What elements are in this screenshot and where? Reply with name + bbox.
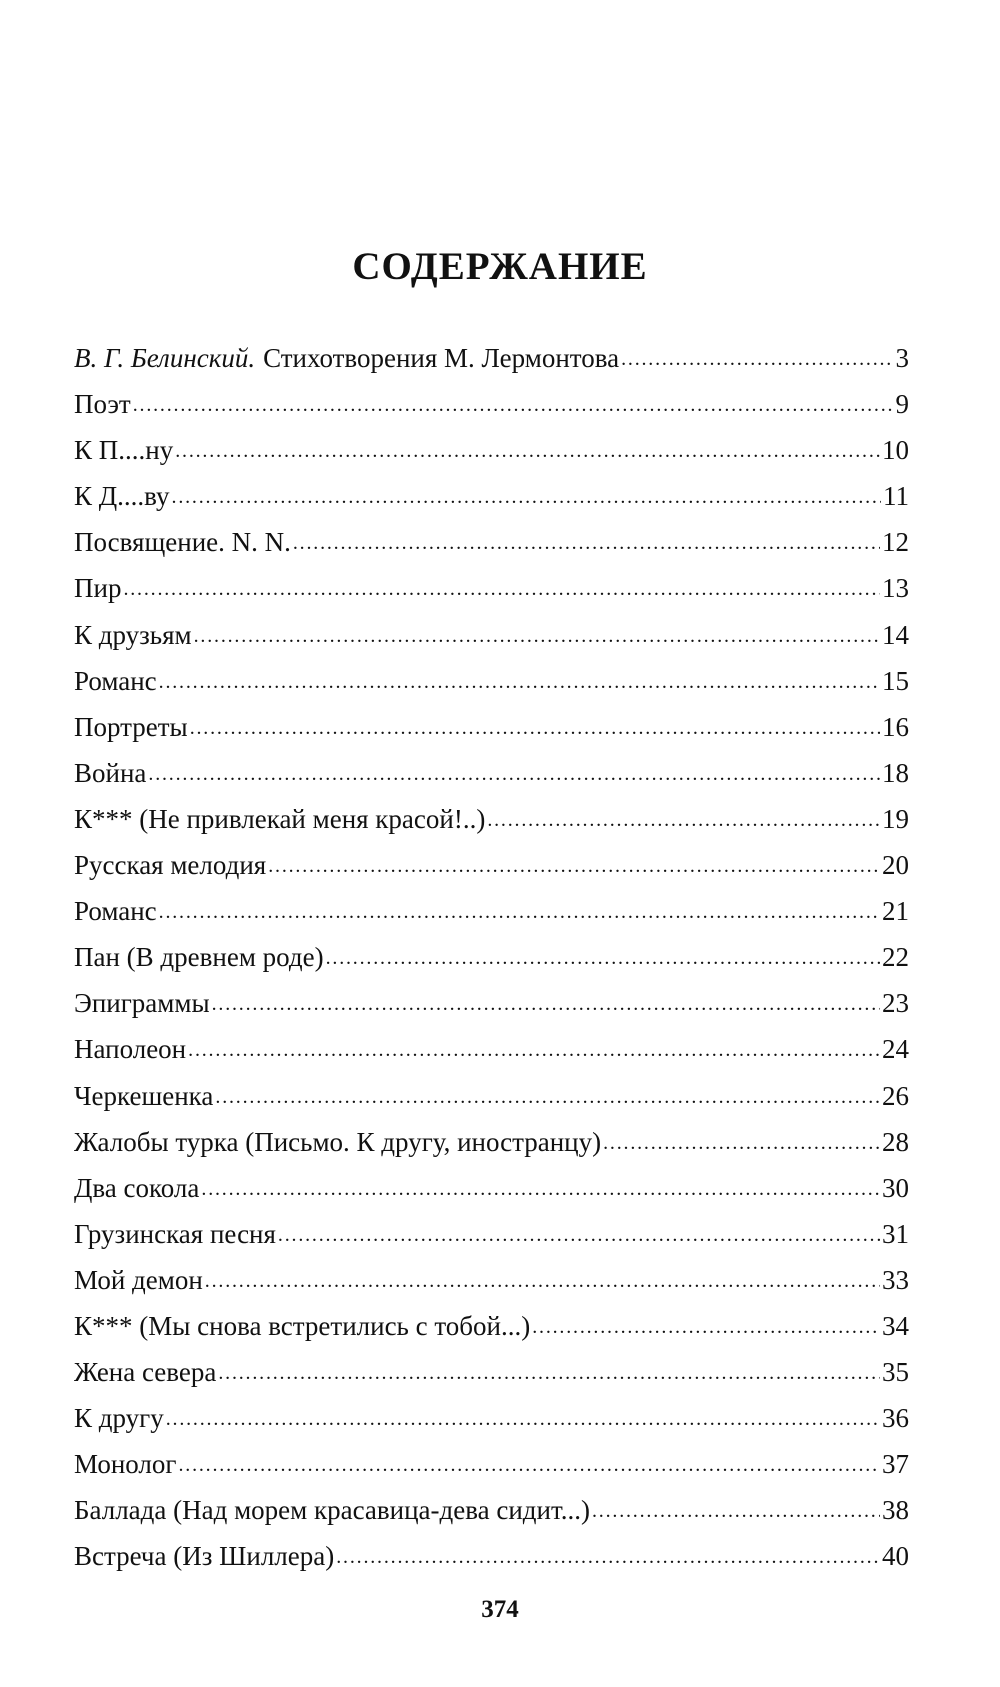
toc-entry xyxy=(74,796,909,842)
toc-entry xyxy=(74,1487,909,1533)
dot-leader xyxy=(188,1024,880,1073)
toc-entry-title: Пан (В древнем роде) xyxy=(74,942,324,973)
toc-entry-title: Русская мелодия xyxy=(74,850,267,881)
toc-entry xyxy=(74,519,909,565)
toc-entry xyxy=(74,427,909,473)
toc-entry xyxy=(74,1165,909,1211)
toc-entry-title: К друзьям xyxy=(74,619,192,650)
dot-leader xyxy=(175,425,880,474)
dot-leader xyxy=(278,1209,880,1258)
dot-leader xyxy=(212,978,880,1027)
dot-leader xyxy=(159,886,880,935)
dot-leader xyxy=(159,656,880,705)
toc-entry-title: Стихотворения М. Лермонтова xyxy=(263,343,620,373)
toc-entry-page: 22 xyxy=(882,942,909,973)
toc-entry-title: Мой демон xyxy=(74,1264,203,1295)
toc-entry-title: Война xyxy=(74,757,147,788)
toc-entry-title: Пир xyxy=(74,573,122,604)
toc-entry-title: Посвящение. N. N. xyxy=(74,527,291,558)
dot-leader xyxy=(190,702,880,751)
dot-leader xyxy=(487,794,880,843)
toc-entry xyxy=(74,842,909,888)
dot-leader xyxy=(178,1439,880,1488)
toc-entry xyxy=(74,335,909,381)
dot-leader xyxy=(592,1485,880,1534)
toc-entry xyxy=(74,1303,909,1349)
toc-entry-page: 20 xyxy=(882,850,909,881)
dot-leader xyxy=(201,1163,880,1212)
toc-entry-page: 24 xyxy=(882,1034,909,1065)
toc-entry-page: 10 xyxy=(882,435,909,466)
toc-entry-page: 23 xyxy=(882,988,909,1019)
toc-entry xyxy=(74,1211,909,1257)
toc-entry-title: К Д....ву xyxy=(74,481,170,512)
toc-entry-page: 38 xyxy=(882,1495,909,1526)
toc-entry xyxy=(74,565,909,611)
toc-entry-title: К*** (Мы снова встретились с тобой...) xyxy=(74,1310,531,1341)
dot-leader xyxy=(172,471,881,520)
toc-entry xyxy=(74,704,909,750)
toc-entry-title: Эпиграммы xyxy=(74,988,210,1019)
toc-entry xyxy=(74,1533,909,1579)
toc-entry xyxy=(74,1349,909,1395)
toc-entry-page: 13 xyxy=(882,573,909,604)
dot-leader xyxy=(215,1071,880,1120)
toc-entry xyxy=(74,980,909,1026)
toc-entry-page: 28 xyxy=(882,1126,909,1157)
toc-entry-page: 35 xyxy=(882,1357,909,1388)
toc-entry-title: К*** (Не привлекай меня красой!..) xyxy=(74,803,486,834)
dot-leader xyxy=(205,1255,880,1304)
toc-entry-page: 9 xyxy=(895,389,909,420)
dot-leader xyxy=(603,1117,880,1166)
toc-entry-page: 11 xyxy=(883,481,909,512)
toc-entry-title: Портреты xyxy=(74,711,188,742)
toc-entry-title: Монолог xyxy=(74,1449,177,1480)
table-of-contents xyxy=(74,335,909,1580)
dot-leader xyxy=(148,748,880,797)
toc-entry xyxy=(74,1026,909,1072)
toc-entry xyxy=(74,1073,909,1119)
toc-entry-page: 31 xyxy=(882,1218,909,1249)
toc-entry-page: 3 xyxy=(895,343,909,373)
dot-leader xyxy=(326,932,880,981)
toc-entry xyxy=(74,658,909,704)
toc-entry xyxy=(74,473,909,519)
toc-entry-title: Романс xyxy=(74,665,157,696)
toc-entry xyxy=(74,888,909,934)
toc-entry-page: 37 xyxy=(882,1449,909,1480)
toc-entry-title: Грузинская песня xyxy=(74,1218,276,1249)
toc-entry-page: 16 xyxy=(882,711,909,742)
dot-leader xyxy=(194,610,880,659)
dot-leader xyxy=(133,379,894,428)
page-number: 374 xyxy=(481,1596,519,1623)
toc-entry xyxy=(74,750,909,796)
toc-entry-title: Жалобы турка (Письмо. К другу, иностранцу) xyxy=(74,1126,602,1157)
toc-entry-page: 14 xyxy=(882,619,909,650)
toc-entry xyxy=(74,1119,909,1165)
page-title: СОДЕРЖАНИЕ xyxy=(352,245,648,288)
toc-entry-page: 21 xyxy=(882,896,909,927)
dot-leader xyxy=(532,1301,880,1350)
dot-leader xyxy=(293,517,880,566)
toc-entry xyxy=(74,1257,909,1303)
dot-leader xyxy=(166,1393,880,1442)
toc-entry-title: К другу xyxy=(74,1403,164,1434)
toc-entry-page: 19 xyxy=(882,803,909,834)
dot-leader xyxy=(218,1347,880,1396)
toc-entry xyxy=(74,1395,909,1441)
toc-entry-page: 18 xyxy=(882,757,909,788)
toc-entry-title: Два сокола xyxy=(74,1172,200,1203)
dot-leader xyxy=(123,563,880,612)
toc-entry-page: 30 xyxy=(882,1172,909,1203)
toc-entry-title: К П....ну xyxy=(74,435,174,466)
toc-entry-title: Черкешенка xyxy=(74,1080,214,1111)
toc-entry-page: 36 xyxy=(882,1403,909,1434)
toc-entry-title: Наполеон xyxy=(74,1034,187,1065)
dot-leader xyxy=(336,1531,880,1580)
toc-entry-title: Жена севера xyxy=(74,1357,217,1388)
toc-entry-page: 15 xyxy=(882,665,909,696)
toc-entry xyxy=(74,612,909,658)
toc-entry-page: 33 xyxy=(882,1264,909,1295)
toc-entry-author: В. Г. Белинский. xyxy=(74,343,256,373)
dot-leader xyxy=(621,333,893,382)
toc-entry-title: Поэт xyxy=(74,389,131,420)
toc-entry xyxy=(74,934,909,980)
toc-entry-title: Встреча (Из Шиллера) xyxy=(74,1541,335,1572)
toc-entry-page: 12 xyxy=(882,527,909,558)
toc-entry xyxy=(74,381,909,427)
toc-entry-page: 40 xyxy=(882,1541,909,1572)
toc-entry-title: Романс xyxy=(74,896,157,927)
toc-entry-page: 26 xyxy=(882,1080,909,1111)
toc-entry-page: 34 xyxy=(882,1310,909,1341)
dot-leader xyxy=(268,840,880,889)
toc-entry xyxy=(74,1441,909,1487)
toc-entry-title: Баллада (Над морем красавица-дева сидит...) xyxy=(74,1495,590,1526)
